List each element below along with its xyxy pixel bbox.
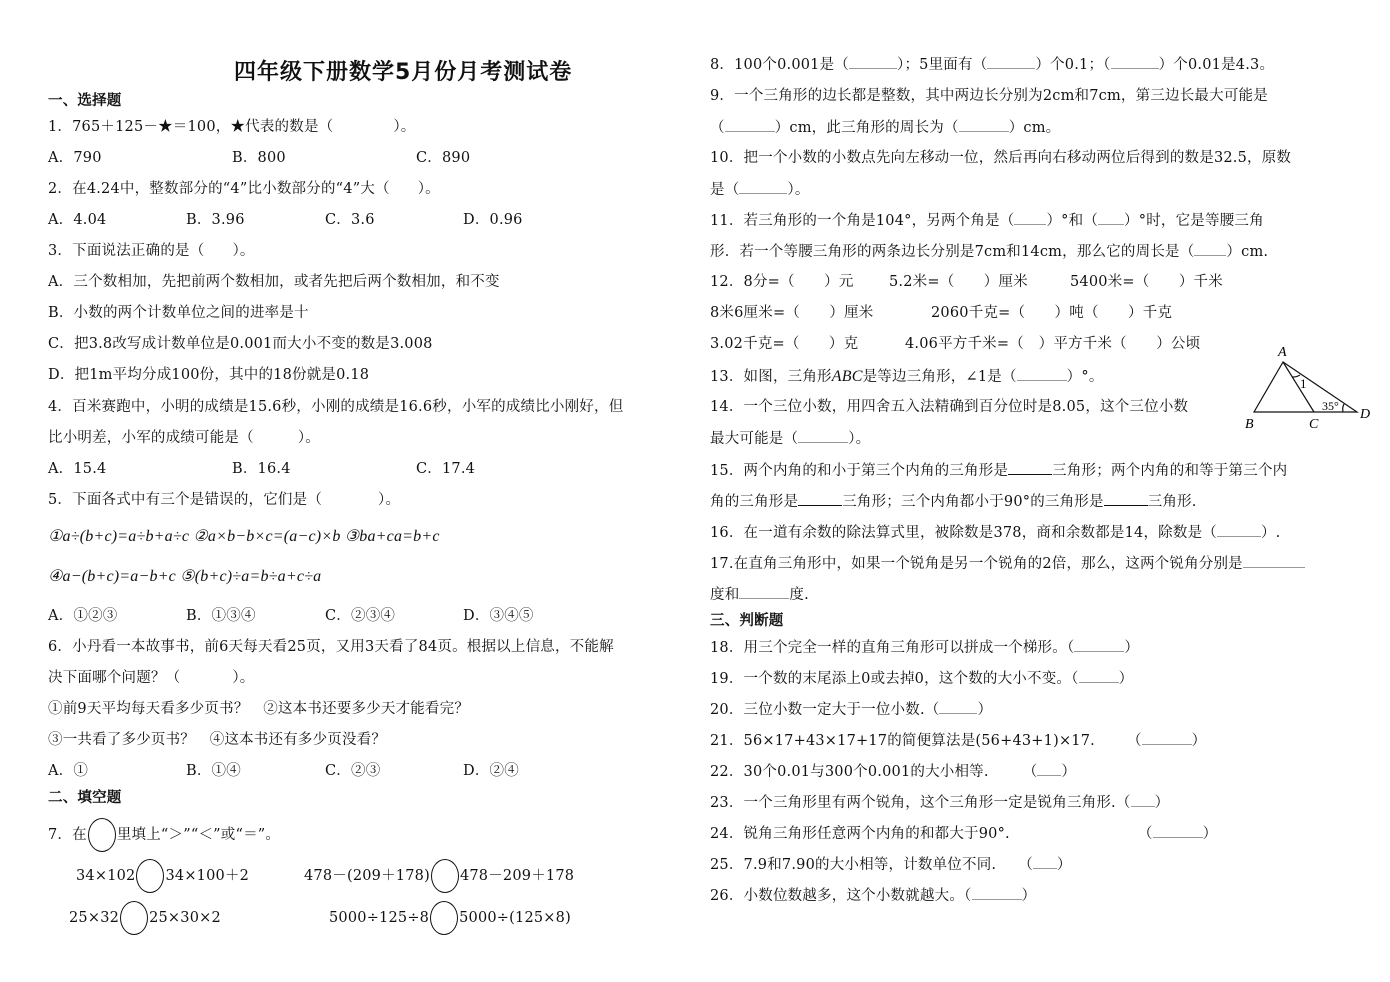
judge-19-end: ）	[1118, 671, 1134, 687]
judge-25-text: 25．7.9和7.90的大小相等，计数单位不同.	[710, 857, 997, 873]
q2-option-c: C．3.6	[325, 212, 375, 228]
judge-20-text: 20．三位小数一定大于一位小数.（	[710, 702, 940, 718]
q3-option-a: A．三个数相加，先把前两个数相加，或者先把后两个数相加，和不变	[48, 274, 500, 290]
q15-text-3: 角的三角形是	[710, 494, 799, 510]
q4-text-end: ）。	[297, 430, 320, 446]
q1-text-end: ）。	[393, 119, 416, 135]
question-16	[710, 522, 1281, 543]
q7-item-3-answer-circle[interactable]	[120, 901, 148, 935]
question-11-line2	[710, 241, 1268, 262]
q9-text-3: ）cm。	[1008, 120, 1061, 136]
question-5	[48, 490, 400, 510]
q7-text: 7．在	[48, 827, 87, 843]
question-8	[710, 54, 1274, 75]
q8-blank-3[interactable]	[1111, 54, 1159, 69]
q13-text-2: 是等边三角形，∠1是（	[862, 369, 1017, 385]
judge-24-blank[interactable]	[1153, 823, 1203, 838]
q6-subquestions-1: ①前9天平均每天看多少页书？ ②这本书还要多少天才能看完？	[48, 701, 470, 717]
q13-blank[interactable]	[1017, 366, 1067, 381]
q9-blank-2[interactable]	[959, 117, 1009, 132]
q5-formula-line2: ④a−(b+c)=a−b+c ⑤(b+c)÷a=b÷a+c÷a	[48, 568, 322, 585]
q9-text-1: （	[710, 120, 725, 136]
judge-18-text: 18．用三个完全一样的直角三角形可以拼成一个梯形。（	[710, 640, 1075, 656]
q2-option-a: A．4.04	[48, 212, 107, 228]
judge-question-26	[710, 885, 1036, 906]
q9-text-2: ）cm，此三角形的周长为（	[774, 120, 959, 136]
q7-item-3-right: 25×30×2	[149, 910, 221, 926]
q7-item-2-right: 478－209＋178	[459, 868, 575, 884]
section-heading-choice: 一、选择题	[48, 93, 122, 109]
q12-row1-item2: 5.2米=（ ）厘米	[889, 274, 1028, 290]
q11-blank-2[interactable]	[1098, 210, 1124, 225]
judge-22-open: （	[1022, 764, 1038, 780]
q3-option-c: C．把3.8改写成计数单位是0.001而大小不变的数是3.008	[48, 336, 433, 352]
q6-option-a: A．①	[48, 763, 89, 779]
q14-text-2: ）。	[848, 431, 871, 447]
judge-23-text: 23．一个三角形里有两个锐角，这个三角形一定是锐角三角形.（	[710, 795, 1131, 811]
question-2	[48, 179, 440, 199]
q12-row2-item1: 8米6厘米=（ ）厘米	[710, 305, 874, 321]
q12-row3-item2: 4.06平方千米=（ ）平方千米（ ）公顷	[905, 336, 1201, 352]
q5-option-c: C．②③④	[325, 608, 396, 624]
section-heading-fill: 二、填空题	[48, 790, 122, 806]
label-d: D	[1360, 407, 1371, 422]
q7-item-1-right: 34×100＋2	[165, 868, 250, 884]
q6-option-d: D．②④	[463, 763, 519, 779]
q7-item-4-left: 5000÷125÷8	[329, 910, 430, 926]
section-heading-judge: 三、判断题	[710, 613, 784, 629]
judge-21-end: ）	[1191, 733, 1207, 749]
question-1	[48, 117, 416, 137]
q10-blank[interactable]	[739, 179, 787, 194]
question-15-line2	[710, 491, 1197, 512]
q1-option-a: A．790	[48, 150, 102, 166]
judge-19-blank[interactable]	[1079, 668, 1119, 683]
q7-text-end: 里填上“＞”“＜”或“＝”。	[116, 827, 281, 843]
q5-option-d: D．③④⑤	[463, 608, 534, 624]
q4-option-c: C．17.4	[416, 461, 476, 477]
q9-blank-1[interactable]	[725, 117, 775, 132]
q15-text-5: 三角形.	[1147, 494, 1197, 510]
q4-text: 比小明差，小军的成绩可能是（	[48, 430, 254, 446]
q11-text-5: ）cm.	[1226, 244, 1269, 260]
q17-text-2: 度和	[710, 587, 740, 603]
q8-blank-2[interactable]	[987, 54, 1035, 69]
judge-21-text: 21．56×17+43×17+17的简便算法是(56+43+1)×17.	[710, 733, 1095, 749]
question-13	[710, 366, 1104, 387]
q4-option-b: B．16.4	[232, 461, 291, 477]
judge-question-22	[710, 761, 1076, 782]
q17-blank-1[interactable]	[1243, 553, 1305, 568]
judge-26-text: 26．小数位数越多，这个小数就越大。（	[710, 888, 972, 904]
judge-23-blank[interactable]	[1131, 792, 1155, 807]
q5-text-end: ）。	[378, 492, 401, 508]
q3-option-d: D．把1m平均分成100份，其中的18份就是0.18	[48, 367, 370, 383]
q12-row2-item2: 2060千克=（ ）吨（ ）千克	[931, 305, 1173, 321]
question-14-line1: 14．一个三位小数，用四舍五入法精确到百分位时是8.05，这个三位小数	[710, 399, 1189, 415]
q3-text: 3．下面说法正确的是（	[48, 243, 205, 259]
judge-20-blank[interactable]	[939, 699, 977, 714]
q11-text-4: 形．若一个等腰三角形的两条边长分别是7cm和14cm，那么它的周长是（	[710, 244, 1195, 260]
judge-question-19	[710, 668, 1133, 689]
q2-option-b: B．3.96	[186, 212, 245, 228]
q6-option-c: C．②③	[325, 763, 381, 779]
q15-text-4: 三角形；三个内角都小于90°的三角形是	[842, 494, 1104, 510]
judge-19-text: 19．一个数的末尾添上0或去掉0，这个数的大小不变。（	[710, 671, 1079, 687]
q16-text-1: 16．在一道有余数的除法算式里，被除数是378，商和余数都是14，除数是（	[710, 525, 1217, 541]
q13-triangle-name: ABC	[831, 368, 863, 385]
question-6-line2	[48, 668, 254, 688]
q8-text-1: 8．100个0.001是（	[710, 57, 850, 73]
question-14-line2	[710, 428, 870, 449]
q3-option-b: B．小数的两个计数单位之间的进率是十	[48, 305, 309, 321]
label-angle-1: 1	[1300, 376, 1307, 391]
q15-text-2: 三角形；两个内角的和等于第三个内	[1052, 463, 1288, 479]
q7-item-1-answer-circle[interactable]	[136, 859, 164, 893]
q5-option-a: A．①②③	[48, 608, 118, 624]
q2-text: 2．在4.24中，整数部分的“4”比小数部分的“4”大（	[48, 181, 390, 197]
q10-text-2: ）。	[787, 182, 810, 198]
judge-25-open: （	[1018, 857, 1033, 873]
q16-blank[interactable]	[1217, 522, 1261, 537]
page-title: 四年级下册数学5月份月考测试卷	[234, 60, 573, 85]
judge-question-20	[710, 699, 992, 720]
judge-18-blank[interactable]	[1074, 637, 1124, 652]
q14-text-1: 最大可能是（	[710, 431, 799, 447]
q7-item-3-left: 25×32	[69, 910, 120, 926]
judge-question-23	[710, 792, 1169, 813]
question-9-line1: 9．一个三角形的边长都是整数，其中两边长分别为2cm和7cm，第三边长最大可能是	[710, 88, 1268, 104]
q13-text-3: ）°。	[1066, 369, 1104, 385]
question-4-line1: 4．百米赛跑中，小明的成绩是15.6秒，小刚的成绩是16.6秒，小军的成绩比小刚好，但	[48, 399, 624, 415]
question-9-line2	[710, 117, 1060, 138]
q7-item-3	[69, 901, 221, 935]
q15-blank-2[interactable]	[798, 491, 842, 506]
judge-question-24	[710, 823, 1217, 844]
q8-blank-1[interactable]	[849, 54, 897, 69]
q11-blank-1[interactable]	[1014, 210, 1046, 225]
q7-item-2	[304, 859, 574, 893]
label-a: A	[1278, 345, 1287, 360]
q2-text-end: ）。	[417, 181, 440, 197]
q1-text: 1．765＋125－★＝100，★代表的数是（	[48, 119, 334, 135]
q2-option-d: D．0.96	[463, 212, 523, 228]
label-angle-d: 35°	[1322, 399, 1339, 413]
q7-item-2-answer-circle[interactable]	[431, 859, 459, 893]
question-10-line2	[710, 179, 810, 200]
triangle-figure	[1240, 338, 1380, 434]
q5-option-b: B．①③④	[186, 608, 256, 624]
q13-text-1: 13．如图，三角形	[710, 369, 832, 385]
q7-item-1	[76, 859, 249, 893]
judge-26-end: ）	[1021, 888, 1037, 904]
q11-text-1: 11．若三角形的一个角是104°，另两个角是（	[710, 213, 1015, 229]
q12-row1-item3: 5400米=（ ）千米	[1070, 274, 1223, 290]
judge-22-end: ）	[1061, 764, 1077, 780]
question-11-line1	[710, 210, 1264, 231]
q6-option-b: B．①④	[186, 763, 241, 779]
question-17-line2	[710, 584, 809, 605]
q8-text-3: ）个0.1；（	[1035, 57, 1111, 73]
q3-text-end: ）。	[232, 243, 255, 259]
question-7	[48, 818, 280, 852]
q14-blank[interactable]	[798, 428, 848, 443]
judge-22-text: 22．30个0.01与300个0.001的大小相等.	[710, 764, 989, 780]
question-10-line1: 10．把一个小数的小数点先向左移动一位，然后再向右移动两位后得到的数是32.5，原数	[710, 150, 1292, 166]
judge-21-blank[interactable]	[1142, 730, 1192, 745]
q7-item-4-answer-circle[interactable]	[430, 901, 458, 935]
judge-20-end: ）	[977, 702, 993, 718]
question-6-line1: 6．小丹看一本故事书，前6天每天看25页，又用3天看了84页。根据以上信息，不能解	[48, 639, 614, 655]
judge-24-open: （	[1137, 826, 1153, 842]
q7-item-4-right: 5000÷(125×8)	[459, 910, 571, 926]
judge-question-25	[710, 854, 1072, 875]
judge-23-end: ）	[1154, 795, 1170, 811]
q7-item-2-left: 478－(209＋178)	[304, 868, 430, 884]
q5-formula-line1: ①a÷(b+c)=a÷b+a÷c ②a×b−b×c=(a−c)×b ③ba+ca=b+c	[48, 528, 440, 545]
judge-21-open: （	[1126, 733, 1142, 749]
judge-24-text: 24．锐角三角形任意两个内角的和都大于90°.	[710, 826, 1010, 842]
question-17-line1	[710, 553, 1305, 574]
judge-25-end: ）	[1056, 857, 1072, 873]
q16-text-2: ）.	[1260, 525, 1281, 541]
label-b: B	[1245, 417, 1254, 432]
q12-row3-item1: 3.02千克=（ ）克	[710, 336, 859, 352]
q15-blank-1[interactable]	[1008, 460, 1052, 475]
q17-text-1: 17.在直角三角形中，如果一个锐角是另一个锐角的2倍，那么，这两个锐角分别是	[710, 556, 1243, 572]
judge-question-18	[710, 637, 1139, 658]
q7-item-4	[329, 901, 571, 935]
q17-text-3: 度.	[789, 587, 809, 603]
circle-blank-icon	[88, 818, 116, 852]
q6-subquestions-2: ③一共看了多少页书？ ④这本书还有多少页没看？	[48, 732, 387, 748]
q10-text-1: 是（	[710, 182, 740, 198]
q4-option-a: A．15.4	[48, 461, 107, 477]
question-15-line1	[710, 460, 1287, 481]
judge-24-end: ）	[1202, 826, 1218, 842]
q1-option-c: C．890	[416, 150, 471, 166]
judge-22-blank[interactable]	[1037, 761, 1061, 776]
q1-option-b: B．800	[232, 150, 286, 166]
q6-text-end: ）。	[232, 670, 255, 686]
judge-26-blank[interactable]	[972, 885, 1022, 900]
q11-blank-3[interactable]	[1194, 241, 1226, 256]
question-3	[48, 241, 255, 261]
question-4-line2	[48, 428, 320, 448]
q5-text: 5．下面各式中有三个是错误的，它们是（	[48, 492, 323, 508]
q6-text: 决下面哪个问题？（	[48, 670, 181, 686]
q15-text-1: 15．两个内角的和小于第三个内角的三角形是	[710, 463, 1009, 479]
q11-text-2: ）°和（	[1046, 213, 1099, 229]
q8-text-2: ）；5里面有（	[897, 57, 988, 73]
q8-text-4: ）个0.01是4.3。	[1158, 57, 1275, 73]
judge-question-21	[710, 730, 1206, 751]
q15-blank-3[interactable]	[1104, 491, 1148, 506]
judge-18-end: ）	[1124, 640, 1140, 656]
q12-row1-item1: 12．8分=（ ）元	[710, 274, 854, 290]
q11-text-3: ）°时，它是等腰三角	[1124, 213, 1264, 229]
q17-blank-2[interactable]	[739, 584, 789, 599]
q7-item-1-left: 34×102	[76, 868, 136, 884]
judge-25-blank[interactable]	[1033, 854, 1057, 869]
label-c: C	[1309, 417, 1319, 432]
